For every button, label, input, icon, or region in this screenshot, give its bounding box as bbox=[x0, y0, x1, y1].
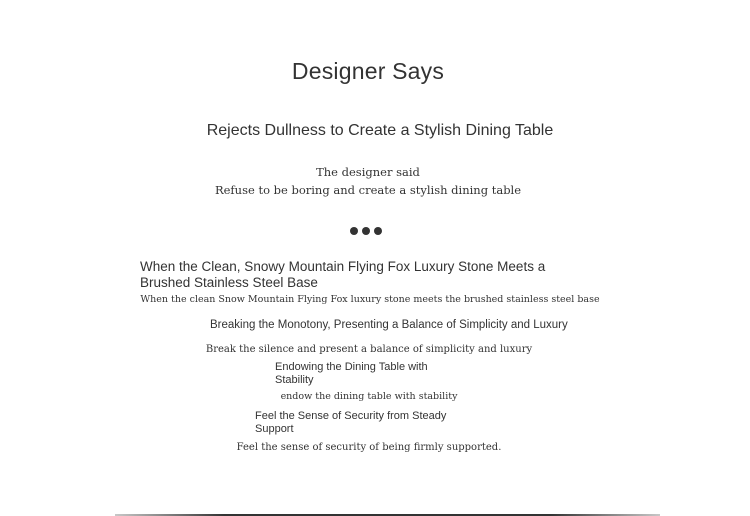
section-heading: When the Clean, Snowy Mountain Flying Fox Luxury Stone Meets a Brushed Stainless Steel Base bbox=[140, 259, 546, 290]
dot-icon bbox=[374, 227, 382, 235]
page-subtitle: Rejects Dullness to Create a Stylish Dining Table bbox=[206, 122, 554, 139]
intro-line-2: Refuse to be boring and create a stylish dining table bbox=[214, 183, 522, 197]
ellipsis-divider-icon bbox=[350, 227, 382, 235]
intro-line-1: The designer said bbox=[316, 165, 420, 179]
section-heading: Feel the Sense of Security from Steady Support bbox=[255, 410, 447, 435]
dot-icon bbox=[350, 227, 358, 235]
section-text: Feel the sense of security of being firmly supported. bbox=[236, 442, 502, 453]
section-text: endow the dining table with stability bbox=[280, 391, 458, 402]
section-text: Break the silence and present a balance of simplicity and luxury bbox=[205, 344, 533, 355]
section-heading: Endowing the Dining Table with Stability bbox=[275, 361, 428, 386]
section-heading: Breaking the Monotony, Presenting a Balance of Simplicity and Luxury bbox=[210, 319, 568, 331]
dot-icon bbox=[362, 227, 370, 235]
page-title: Designer Says bbox=[291, 58, 445, 84]
section-text: When the clean Snow Mountain Flying Fox luxury stone meets the brushed stainless steel base bbox=[140, 294, 600, 305]
